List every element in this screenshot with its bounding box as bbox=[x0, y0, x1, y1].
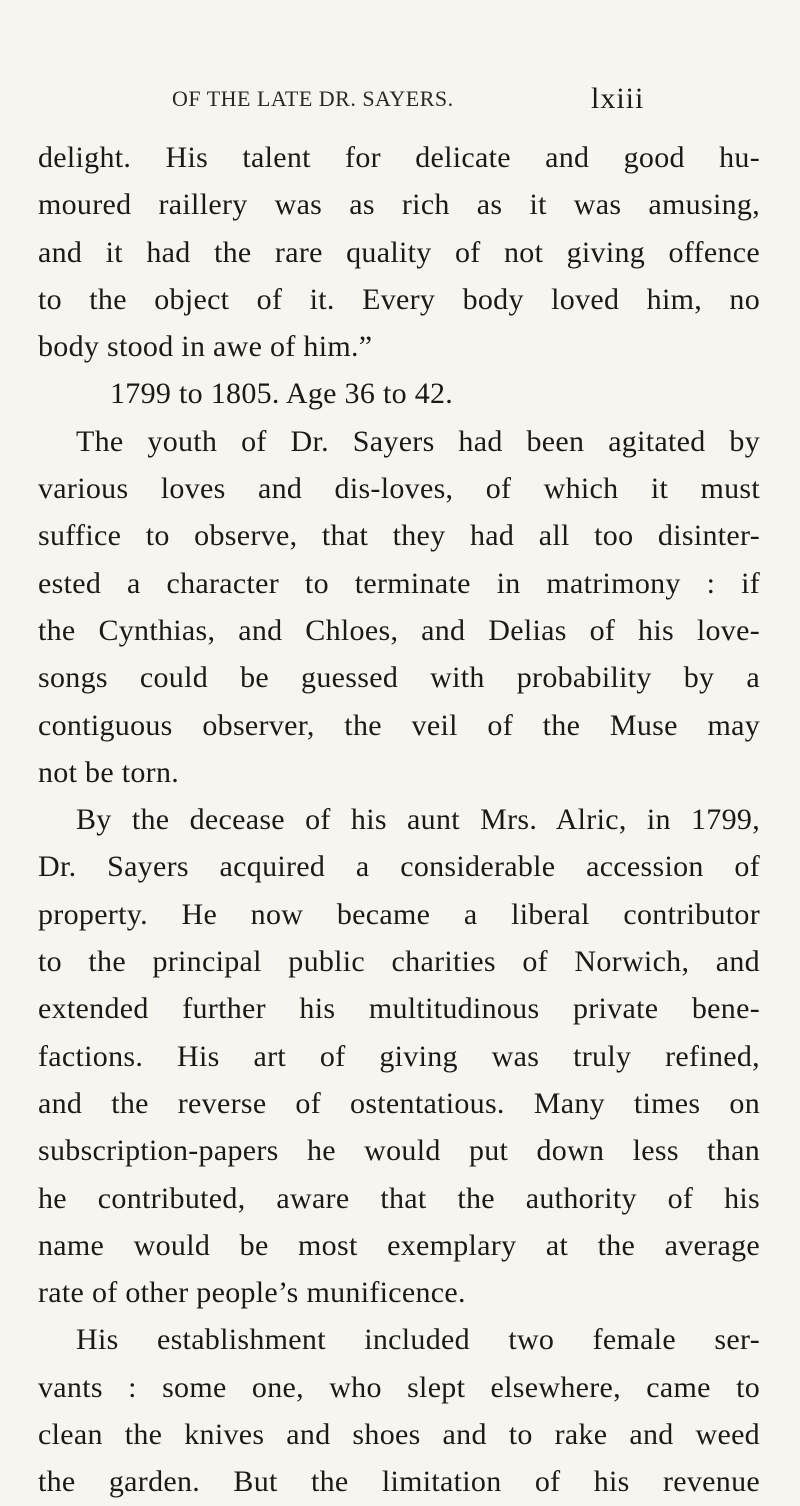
text-line: By the decease of his aunt Mrs. Alric, in 1799, bbox=[76, 803, 760, 837]
text-line: clean the knives and shoes and to rake and weed bbox=[38, 1418, 760, 1452]
text-line: The youth of Dr. Sayers had been agitated by bbox=[76, 424, 760, 458]
text-line: vants : some one, who slept elsewhere, came to bbox=[38, 1370, 760, 1404]
text-line: contiguous observer, the veil of the Muse may bbox=[38, 708, 760, 742]
text-line: to the object of it. Every body loved him, no bbox=[38, 282, 760, 316]
running-title: OF THE LATE DR. SAYERS. bbox=[172, 86, 454, 111]
text-line: and it had the rare quality of not giving offence bbox=[38, 235, 760, 269]
page-header bbox=[0, 80, 800, 120]
text-line: His establishment included two female ser- bbox=[76, 1323, 760, 1357]
text-line: Dr. Sayers acquired a considerable accession of bbox=[38, 850, 760, 884]
text-line: he contributed, aware that the authority of his bbox=[38, 1181, 760, 1215]
text-line: rate of other people’s munificence. bbox=[38, 1276, 466, 1310]
text-line: subscription-papers he would put down less than bbox=[38, 1134, 760, 1168]
text-line: suffice to observe, that they had all too disinter- bbox=[38, 519, 760, 553]
text-line: songs could be guessed with probability by a bbox=[38, 661, 760, 695]
section-heading: 1799 to 1805. Age 36 to 42. bbox=[110, 377, 454, 411]
text-line: moured raillery was as rich as it was amusing, bbox=[38, 188, 760, 222]
text-line: not be torn. bbox=[38, 755, 180, 789]
text-line: to the principal public charities of Norwich, and bbox=[38, 945, 760, 979]
body-text bbox=[38, 134, 760, 1506]
text-line: body stood in awe of him.” bbox=[38, 330, 373, 364]
text-line: delight. His talent for delicate and good hu- bbox=[38, 141, 760, 174]
text-line: and the reverse of ostentatious. Many times on bbox=[38, 1086, 760, 1120]
text-line: various loves and dis-loves, of which it must bbox=[38, 472, 760, 506]
text-line: factions. His art of giving was truly refined, bbox=[38, 1039, 760, 1073]
text-line: extended further his multitudinous private bene- bbox=[38, 992, 760, 1026]
text-line: property. He now became a liberal contributor bbox=[38, 897, 760, 931]
text-line: the Cynthias, and Chloes, and Delias of his love- bbox=[38, 613, 760, 647]
text-line: name would be most exemplary at the average bbox=[38, 1228, 760, 1262]
text-line: the garden. But the limitation of his revenue bbox=[38, 1465, 760, 1499]
text-line: ested a character to terminate in matrimony : if bbox=[38, 566, 760, 600]
page-number: lxiii bbox=[591, 82, 645, 115]
